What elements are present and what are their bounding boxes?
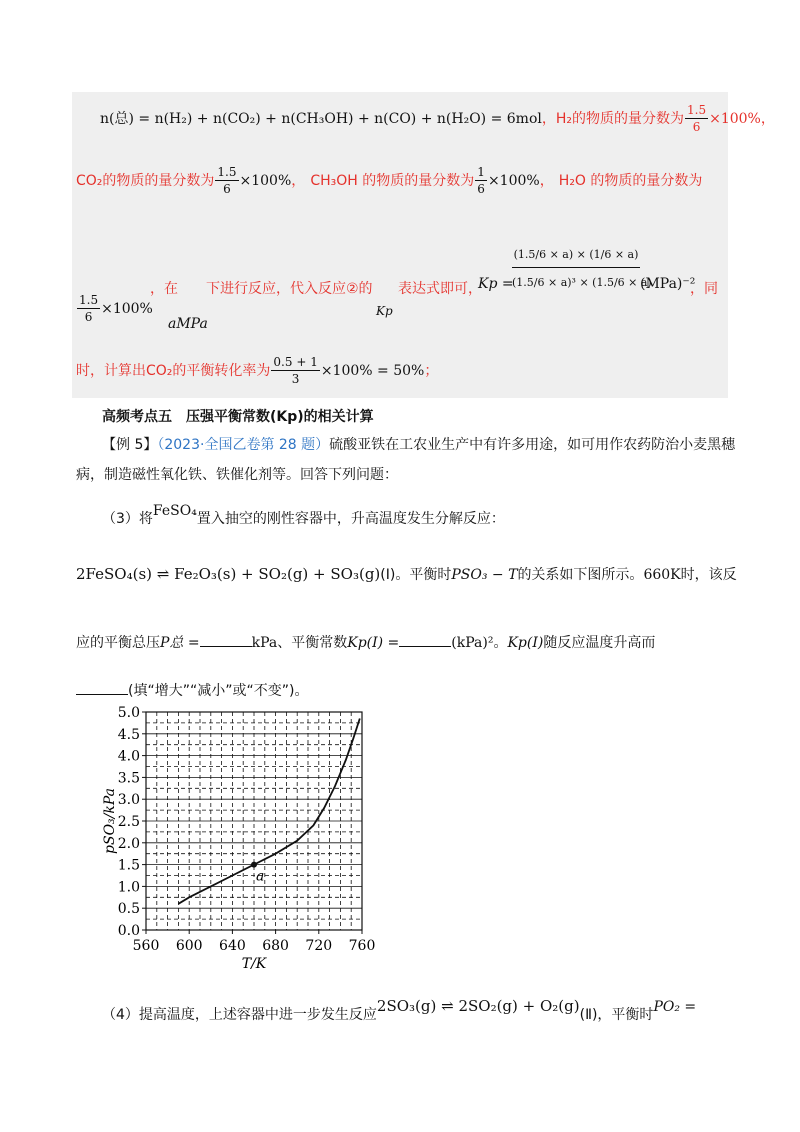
- question-4: [102, 997, 697, 1024]
- total-pressure-label: 应的平衡总压: [76, 635, 160, 651]
- pso3-t: PSO₃ − T: [451, 567, 518, 583]
- calc-line-4: [76, 352, 438, 388]
- kp-label: 、平衡常数: [277, 635, 348, 651]
- frac-den: 6: [692, 120, 701, 134]
- q3-end: 置入抽空的刚性容器中，升高温度发生分解反应：: [196, 511, 505, 527]
- line3-at: ，在: [150, 281, 178, 297]
- question-3-line-3: [76, 680, 308, 700]
- x-tick-label: 680: [262, 938, 289, 954]
- trend-label: 随反应温度升高而: [543, 635, 656, 651]
- po2: PO₂ =: [653, 999, 697, 1015]
- answer-blank-1[interactable]: [200, 634, 252, 647]
- percent: ×100%: [487, 173, 540, 189]
- data-curve: [178, 719, 359, 904]
- point-a-label: a: [256, 868, 265, 885]
- y-axis-label: pSO₃/kPa: [102, 788, 118, 854]
- question-3-line-2: [76, 632, 655, 652]
- temp-660k: 660K: [643, 567, 681, 583]
- co2-conversion-label: CO₂的平衡转化率为: [146, 363, 271, 379]
- point-a-marker: [251, 862, 257, 868]
- h2o-fraction-label: H₂O 的物质的量分数为: [558, 173, 703, 189]
- frac-den: 6: [84, 310, 93, 324]
- y-tick-label: 5.0: [117, 705, 140, 721]
- calc-line-2: [76, 162, 702, 198]
- example-line-1: [102, 434, 735, 454]
- unit-kpa2: (kPa)²: [451, 635, 494, 651]
- kp-symbol-small: Kp: [376, 304, 393, 318]
- p-total: P总 =: [160, 635, 200, 651]
- y-tick-label: 2.5: [117, 814, 140, 830]
- q4-mid: (Ⅱ)，平衡时: [579, 1007, 654, 1023]
- y-tick-label: 4.0: [117, 748, 140, 765]
- comma: ，: [539, 173, 554, 189]
- frac-num: 1.5: [217, 165, 237, 179]
- conversion-fraction: [271, 354, 319, 387]
- frac-num: 0.5 + 1: [273, 355, 318, 369]
- kp-denominator: (1.5/6 × a)³ × (1.5/6 × a): [512, 276, 652, 289]
- co2-fraction-label: CO₂的物质的量分数为: [76, 173, 215, 189]
- y-tick-label: 1.5: [117, 857, 140, 874]
- reaction-1-tail-c: 时，该反: [680, 567, 737, 583]
- reaction-1-tail-a: (Ⅰ)。平衡时: [380, 567, 452, 583]
- h2-fraction-label: ，H₂的物质的量分数为: [541, 111, 684, 127]
- example-tag: 【例 5】: [102, 437, 158, 453]
- ch3oh-fraction-label: CH₃OH 的物质的量分数为: [310, 173, 475, 189]
- y-tick-label: 4.5: [117, 726, 140, 743]
- y-tick-label: 0.5: [117, 901, 140, 918]
- q4-start: （4）提高温度，上述容器中进一步发生反应: [102, 1007, 377, 1023]
- example-text-1: 硫酸亚铁在工农业生产中有许多用途，如可用作农药防治小麦黑穗: [329, 437, 736, 453]
- kp-unit: (MPa)⁻²: [640, 276, 696, 292]
- kp-i: Kp(Ⅰ) =: [347, 635, 400, 651]
- kp-fraction: [512, 244, 652, 289]
- x-tick-label: 560: [132, 938, 160, 954]
- kp-i-2: Kp(Ⅰ): [507, 635, 544, 651]
- conversion-result: ×100% = 50%: [320, 363, 425, 379]
- pso3-temperature-chart: [76, 700, 376, 980]
- frac-num: 1.5: [79, 293, 99, 307]
- line3-expression: 表达式即可，: [398, 281, 482, 297]
- frac-den: 6: [223, 182, 231, 196]
- answer-blank-2[interactable]: [399, 634, 451, 647]
- y-tick-label: 3.0: [117, 792, 140, 809]
- reaction-line: [76, 564, 737, 584]
- percent: ×100%: [101, 301, 153, 317]
- reaction-1: 2FeSO₄(s) ⇌ Fe₂O₃(s) + SO₂(g) + SO₃(g): [76, 565, 381, 583]
- comma: ，: [291, 173, 306, 189]
- x-tick-label: 640: [219, 938, 246, 954]
- unit-kpa: kPa: [251, 635, 278, 651]
- percent: ×100%: [709, 111, 761, 127]
- comma: ，: [760, 111, 775, 127]
- y-tick-label: 0.0: [117, 923, 140, 939]
- answer-blank-3[interactable]: [76, 682, 128, 695]
- x-tick-label: 600: [175, 938, 203, 954]
- h2-fraction: [685, 102, 708, 135]
- line4-start: 时，计算出: [76, 363, 146, 379]
- kp-numerator: (1.5/6 × a) × (1/6 × a): [512, 244, 640, 268]
- frac-den: 6: [477, 182, 485, 196]
- example-source: （2023·全国乙卷第 28 题）: [157, 437, 330, 453]
- pressure-a: aMPa: [168, 316, 208, 332]
- semicolon: ；: [424, 363, 439, 379]
- example-line-2: 病，制造磁性氧化铁、铁催化剂等。回答下列问题：: [76, 467, 398, 483]
- reaction-1-tail-b: 的关系如下图所示。: [517, 567, 644, 583]
- feso4-formula: FeSO₄: [152, 503, 197, 519]
- percent: ×100%: [239, 173, 292, 189]
- line3-tong: ，同: [690, 281, 718, 297]
- x-axis-label: T/K: [241, 956, 267, 972]
- question-3: [102, 503, 505, 528]
- period: 。: [493, 635, 508, 651]
- y-tick-label: 1.0: [117, 879, 140, 896]
- calc-line-3: [76, 290, 153, 326]
- x-tick-label: 760: [348, 938, 376, 954]
- fill-hint: (填“增大”“减小”或“不变”)。: [128, 683, 309, 699]
- section-title: 高频考点五 压强平衡常数(Kp)的相关计算: [102, 409, 374, 425]
- frac-num: 1: [477, 165, 485, 179]
- y-tick-label: 2.0: [117, 835, 140, 852]
- x-tick-label: 720: [305, 938, 333, 954]
- frac-den: 3: [291, 372, 300, 386]
- co2-fraction: [215, 164, 238, 197]
- ch3oh-fraction: [475, 164, 487, 197]
- frac-num: 1.5: [687, 103, 707, 117]
- calc-line-1: [100, 100, 775, 136]
- reaction-2: 2SO₃(g) ⇌ 2SO₂(g) + O₂(g): [376, 997, 580, 1015]
- total-moles-equation: n(总) = n(H₂) + n(CO₂) + n(CH₃OH) + n(CO) + n(H₂O) = 6mol: [100, 111, 542, 127]
- y-tick-label: 3.5: [117, 770, 140, 787]
- h2o-fraction: [77, 292, 100, 325]
- kp-equals: Kp =: [478, 276, 514, 292]
- line3-substitute: 下进行反应，代入反应②的: [206, 281, 373, 297]
- q3-start: （3）将: [102, 511, 153, 527]
